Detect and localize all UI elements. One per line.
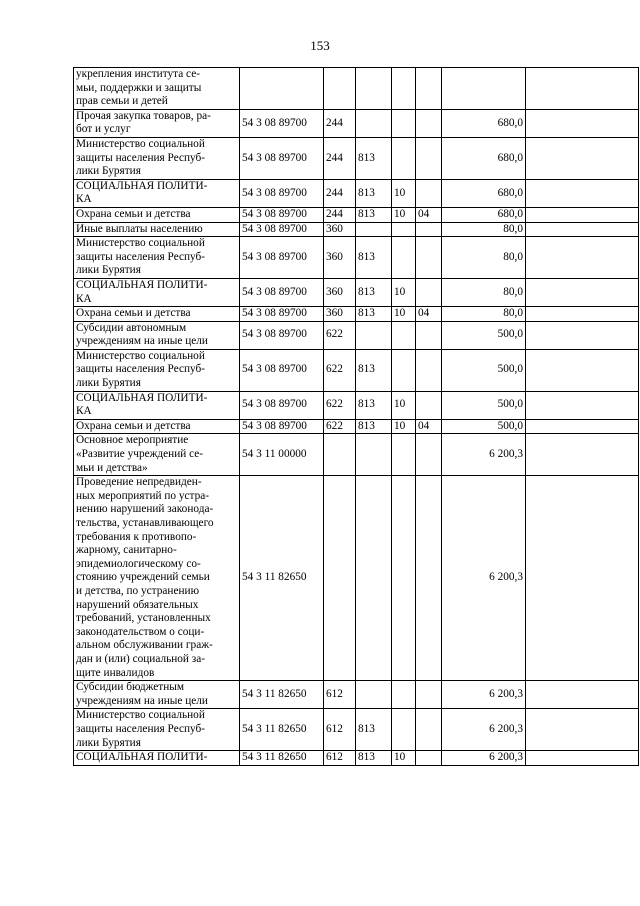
administrator-code-cell: 813 — [356, 307, 392, 322]
empty-cell — [526, 476, 639, 681]
administrator-code-cell — [356, 222, 392, 237]
target-article-code-cell: 54 3 08 89700 — [240, 419, 324, 434]
subsection-code-cell — [416, 349, 442, 391]
administrator-code-cell — [356, 434, 392, 476]
section-code-cell — [392, 222, 416, 237]
row-name-cell: Министерство социальной защиты населения Респуб- лики Бурятия — [74, 137, 240, 179]
amount-cell: 6 200,3 — [442, 751, 526, 766]
expense-type-cell — [324, 434, 356, 476]
section-code-cell: 10 — [392, 751, 416, 766]
target-article-code-cell: 54 3 11 82650 — [240, 751, 324, 766]
target-article-code-cell: 54 3 11 00000 — [240, 434, 324, 476]
target-article-code-cell: 54 3 11 82650 — [240, 476, 324, 681]
empty-cell — [526, 278, 639, 306]
subsection-code-cell: 04 — [416, 207, 442, 222]
subsection-code-cell — [416, 709, 442, 751]
target-article-code-cell: 54 3 08 89700 — [240, 391, 324, 419]
row-name-cell: Субсидии автономным учреждениям на иные цели — [74, 321, 240, 349]
amount-cell: 6 200,3 — [442, 476, 526, 681]
expense-type-cell: 360 — [324, 222, 356, 237]
target-article-code-cell — [240, 68, 324, 110]
subsection-code-cell — [416, 476, 442, 681]
amount-cell: 80,0 — [442, 222, 526, 237]
amount-cell: 500,0 — [442, 419, 526, 434]
administrator-code-cell — [356, 681, 392, 709]
subsection-code-cell — [416, 109, 442, 137]
table-row — [74, 751, 639, 766]
empty-cell — [526, 109, 639, 137]
expense-type-cell — [324, 68, 356, 110]
expense-type-cell: 612 — [324, 681, 356, 709]
section-code-cell: 10 — [392, 419, 416, 434]
table-row — [74, 68, 639, 110]
row-name-cell: Охрана семьи и детства — [74, 207, 240, 222]
row-name-cell: СОЦИАЛЬНАЯ ПОЛИТИ- КА — [74, 179, 240, 207]
table-row — [74, 349, 639, 391]
section-code-cell — [392, 434, 416, 476]
section-code-cell: 10 — [392, 278, 416, 306]
expense-type-cell — [324, 476, 356, 681]
empty-cell — [526, 349, 639, 391]
amount-cell: 80,0 — [442, 237, 526, 279]
target-article-code-cell: 54 3 08 89700 — [240, 278, 324, 306]
amount-cell: 6 200,3 — [442, 681, 526, 709]
target-article-code-cell: 54 3 08 89700 — [240, 109, 324, 137]
table-row — [74, 137, 639, 179]
administrator-code-cell: 813 — [356, 419, 392, 434]
administrator-code-cell: 813 — [356, 349, 392, 391]
section-code-cell — [392, 476, 416, 681]
administrator-code-cell: 813 — [356, 391, 392, 419]
expense-type-cell: 622 — [324, 391, 356, 419]
table-row — [74, 237, 639, 279]
section-code-cell — [392, 68, 416, 110]
empty-cell — [526, 681, 639, 709]
subsection-code-cell — [416, 179, 442, 207]
row-name-cell: Охрана семьи и детства — [74, 419, 240, 434]
table-row — [74, 391, 639, 419]
row-name-cell: Охрана семьи и детства — [74, 307, 240, 322]
budget-table-body — [74, 68, 639, 766]
administrator-code-cell: 813 — [356, 709, 392, 751]
empty-cell — [526, 207, 639, 222]
administrator-code-cell: 813 — [356, 179, 392, 207]
administrator-code-cell — [356, 476, 392, 681]
subsection-code-cell: 04 — [416, 419, 442, 434]
row-name-cell: СОЦИАЛЬНАЯ ПОЛИТИ- КА — [74, 278, 240, 306]
target-article-code-cell: 54 3 08 89700 — [240, 179, 324, 207]
empty-cell — [526, 434, 639, 476]
row-name-cell: Основное мероприятие «Развитие учреждений се- мьи и детства» — [74, 434, 240, 476]
section-code-cell — [392, 137, 416, 179]
table-row — [74, 419, 639, 434]
table-row — [74, 476, 639, 681]
amount-cell: 500,0 — [442, 321, 526, 349]
empty-cell — [526, 709, 639, 751]
row-name-cell: СОЦИАЛЬНАЯ ПОЛИТИ- — [74, 751, 240, 766]
section-code-cell — [392, 109, 416, 137]
subsection-code-cell — [416, 681, 442, 709]
target-article-code-cell: 54 3 08 89700 — [240, 137, 324, 179]
empty-cell — [526, 321, 639, 349]
expense-type-cell: 244 — [324, 137, 356, 179]
expense-type-cell: 244 — [324, 179, 356, 207]
target-article-code-cell: 54 3 08 89700 — [240, 321, 324, 349]
subsection-code-cell — [416, 391, 442, 419]
row-name-cell: Министерство социальной защиты населения Респуб- лики Бурятия — [74, 349, 240, 391]
administrator-code-cell: 813 — [356, 751, 392, 766]
administrator-code-cell: 813 — [356, 237, 392, 279]
subsection-code-cell — [416, 68, 442, 110]
row-name-cell: Министерство социальной защиты населения Респуб- лики Бурятия — [74, 709, 240, 751]
expense-type-cell: 360 — [324, 307, 356, 322]
table-row — [74, 321, 639, 349]
table-row — [74, 709, 639, 751]
target-article-code-cell: 54 3 08 89700 — [240, 222, 324, 237]
table-row — [74, 207, 639, 222]
row-name-cell: Иные выплаты населению — [74, 222, 240, 237]
table-row — [74, 307, 639, 322]
administrator-code-cell: 813 — [356, 137, 392, 179]
administrator-code-cell — [356, 321, 392, 349]
section-code-cell — [392, 681, 416, 709]
amount-cell: 680,0 — [442, 179, 526, 207]
empty-cell — [526, 68, 639, 110]
section-code-cell: 10 — [392, 207, 416, 222]
row-name-cell: укрепления института се- мьи, поддержки и защиты прав семьи и детей — [74, 68, 240, 110]
row-name-cell: СОЦИАЛЬНАЯ ПОЛИТИ- КА — [74, 391, 240, 419]
row-name-cell: Субсидии бюджетным учреждениям на иные цели — [74, 681, 240, 709]
target-article-code-cell: 54 3 08 89700 — [240, 349, 324, 391]
empty-cell — [526, 391, 639, 419]
target-article-code-cell: 54 3 08 89700 — [240, 207, 324, 222]
administrator-code-cell: 813 — [356, 207, 392, 222]
subsection-code-cell — [416, 278, 442, 306]
subsection-code-cell — [416, 321, 442, 349]
empty-cell — [526, 179, 639, 207]
subsection-code-cell: 04 — [416, 307, 442, 322]
amount-cell: 680,0 — [442, 137, 526, 179]
administrator-code-cell — [356, 109, 392, 137]
target-article-code-cell: 54 3 11 82650 — [240, 709, 324, 751]
expense-type-cell: 612 — [324, 751, 356, 766]
expense-type-cell: 622 — [324, 349, 356, 391]
empty-cell — [526, 751, 639, 766]
row-name-cell: Проведение непредвиден- ных мероприятий по устра- нению нарушений законода- тельства, устанавливающего требования к противопо- жарному, санитарно- эпидемиологическому со- стоянию учреждений семьи и детства, по устранению нарушений обязательных требований, установленных законодательством о соци- альном обслуживании граж- дан и (или) социальной за- щите инвалидов — [74, 476, 240, 681]
section-code-cell — [392, 349, 416, 391]
amount-cell: 500,0 — [442, 349, 526, 391]
expense-type-cell: 360 — [324, 278, 356, 306]
section-code-cell: 10 — [392, 391, 416, 419]
table-row — [74, 278, 639, 306]
subsection-code-cell — [416, 222, 442, 237]
expense-type-cell: 622 — [324, 419, 356, 434]
row-name-cell: Министерство социальной защиты населения Респуб- лики Бурятия — [74, 237, 240, 279]
subsection-code-cell — [416, 237, 442, 279]
empty-cell — [526, 222, 639, 237]
table-row — [74, 681, 639, 709]
target-article-code-cell: 54 3 11 82650 — [240, 681, 324, 709]
administrator-code-cell — [356, 68, 392, 110]
section-code-cell: 10 — [392, 307, 416, 322]
amount-cell: 680,0 — [442, 207, 526, 222]
amount-cell: 6 200,3 — [442, 434, 526, 476]
row-name-cell: Прочая закупка товаров, ра- бот и услуг — [74, 109, 240, 137]
expense-type-cell: 622 — [324, 321, 356, 349]
section-code-cell — [392, 237, 416, 279]
section-code-cell — [392, 709, 416, 751]
table-row — [74, 179, 639, 207]
empty-cell — [526, 237, 639, 279]
amount-cell: 80,0 — [442, 278, 526, 306]
table-row — [74, 109, 639, 137]
page-number: 153 — [310, 38, 330, 53]
subsection-code-cell — [416, 751, 442, 766]
table-row — [74, 434, 639, 476]
section-code-cell: 10 — [392, 179, 416, 207]
amount-cell — [442, 68, 526, 110]
expense-type-cell: 360 — [324, 237, 356, 279]
amount-cell: 80,0 — [442, 307, 526, 322]
empty-cell — [526, 137, 639, 179]
empty-cell — [526, 307, 639, 322]
amount-cell: 6 200,3 — [442, 709, 526, 751]
budget-table — [73, 67, 639, 766]
target-article-code-cell: 54 3 08 89700 — [240, 237, 324, 279]
administrator-code-cell: 813 — [356, 278, 392, 306]
expense-type-cell: 612 — [324, 709, 356, 751]
table-row — [74, 222, 639, 237]
expense-type-cell: 244 — [324, 207, 356, 222]
amount-cell: 500,0 — [442, 391, 526, 419]
subsection-code-cell — [416, 434, 442, 476]
empty-cell — [526, 419, 639, 434]
section-code-cell — [392, 321, 416, 349]
amount-cell: 680,0 — [442, 109, 526, 137]
expense-type-cell: 244 — [324, 109, 356, 137]
subsection-code-cell — [416, 137, 442, 179]
target-article-code-cell: 54 3 08 89700 — [240, 307, 324, 322]
